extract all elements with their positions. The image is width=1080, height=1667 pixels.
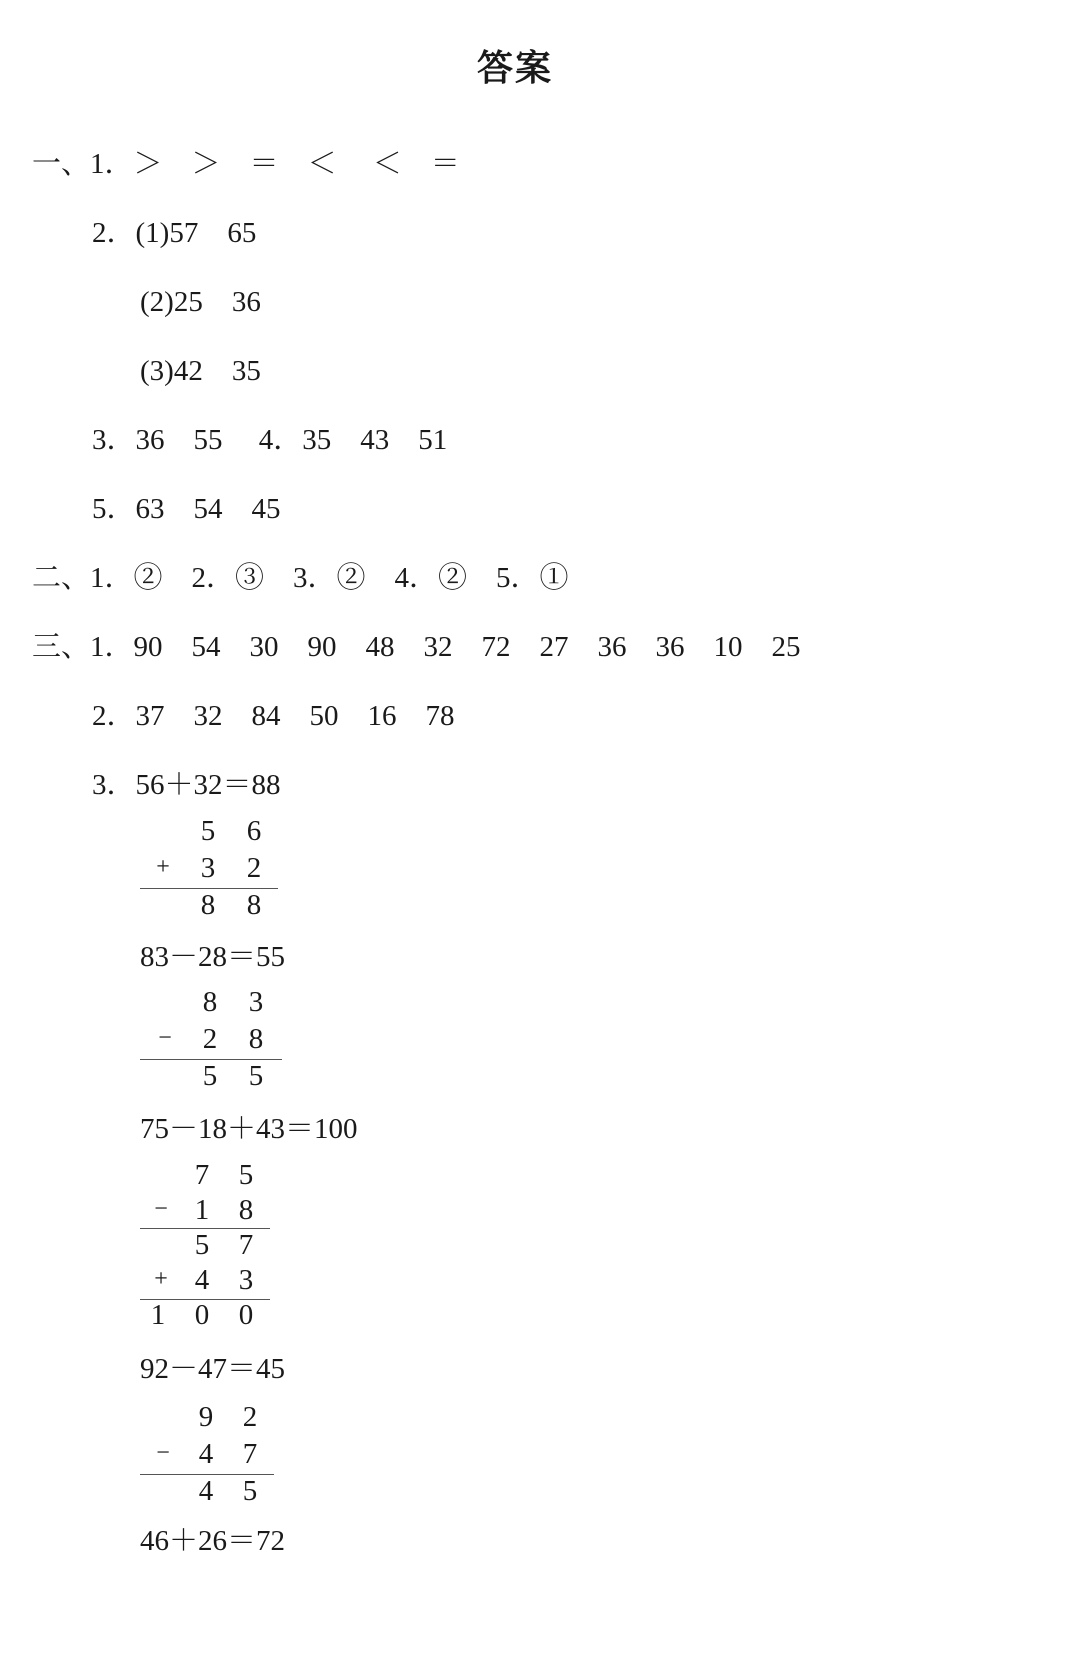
digit: 8 <box>200 889 216 921</box>
digit: 7 <box>242 1438 258 1470</box>
digit: 4 <box>198 1438 214 1470</box>
operator: + <box>156 854 170 880</box>
section1-q2b: (2)25 36 <box>140 286 261 318</box>
page-title: 答案 <box>476 48 553 89</box>
digit: 2 <box>202 1023 218 1055</box>
operator: − <box>154 1196 168 1222</box>
digit: 5 <box>242 1475 258 1507</box>
digit: 1 <box>194 1194 210 1226</box>
digit: 0 <box>238 1299 254 1331</box>
section1-q3-q4: 3．36 55 4．35 43 51 <box>92 424 448 456</box>
section3-eq2: 83－28＝55 <box>140 941 286 973</box>
operator: + <box>154 1266 168 1292</box>
section3-q1: 三、1．90 54 30 90 48 32 72 27 36 36 10 25 <box>32 631 801 663</box>
digit: 7 <box>238 1229 254 1261</box>
digit: 7 <box>194 1159 210 1191</box>
digit: 9 <box>198 1401 214 1433</box>
digit: 8 <box>248 1023 264 1055</box>
digit: 5 <box>248 1060 264 1092</box>
section1-q1: 一、1．＞ ＞ ＝ ＜ ＜ ＝ <box>32 148 460 180</box>
digit: 8 <box>246 889 262 921</box>
section1-q2a: 2．(1)57 65 <box>92 217 257 249</box>
digit: 4 <box>194 1264 210 1296</box>
operator: − <box>156 1440 170 1466</box>
digit: 5 <box>202 1060 218 1092</box>
digit: 2 <box>242 1401 258 1433</box>
digit: 3 <box>238 1264 254 1296</box>
section1-q2c: (3)42 35 <box>140 355 261 387</box>
section3-eq3: 75－18＋43＝100 <box>140 1113 358 1145</box>
digit: 2 <box>246 852 262 884</box>
section3-eq4: 92－47＝45 <box>140 1353 286 1385</box>
digit: 5 <box>200 815 216 847</box>
digit: 5 <box>238 1159 254 1191</box>
digit: 6 <box>246 815 262 847</box>
section3-eq5: 46＋26＝72 <box>140 1525 286 1557</box>
digit: 3 <box>248 986 264 1018</box>
operator: − <box>158 1025 172 1051</box>
section1-q5: 5．63 54 45 <box>92 493 281 525</box>
digit: 0 <box>194 1299 210 1331</box>
digit: 3 <box>200 852 216 884</box>
digit: 8 <box>202 986 218 1018</box>
digit: 1 <box>150 1299 166 1331</box>
section3-q2: 2．37 32 84 50 16 78 <box>92 700 455 732</box>
digit: 8 <box>238 1194 254 1226</box>
digit: 5 <box>194 1229 210 1261</box>
section2-answers: 二、1．② 2．③ 3．② 4．② 5．① <box>32 562 569 594</box>
section3-q3-eq1: 3．56＋32＝88 <box>92 769 281 801</box>
digit: 4 <box>198 1475 214 1507</box>
